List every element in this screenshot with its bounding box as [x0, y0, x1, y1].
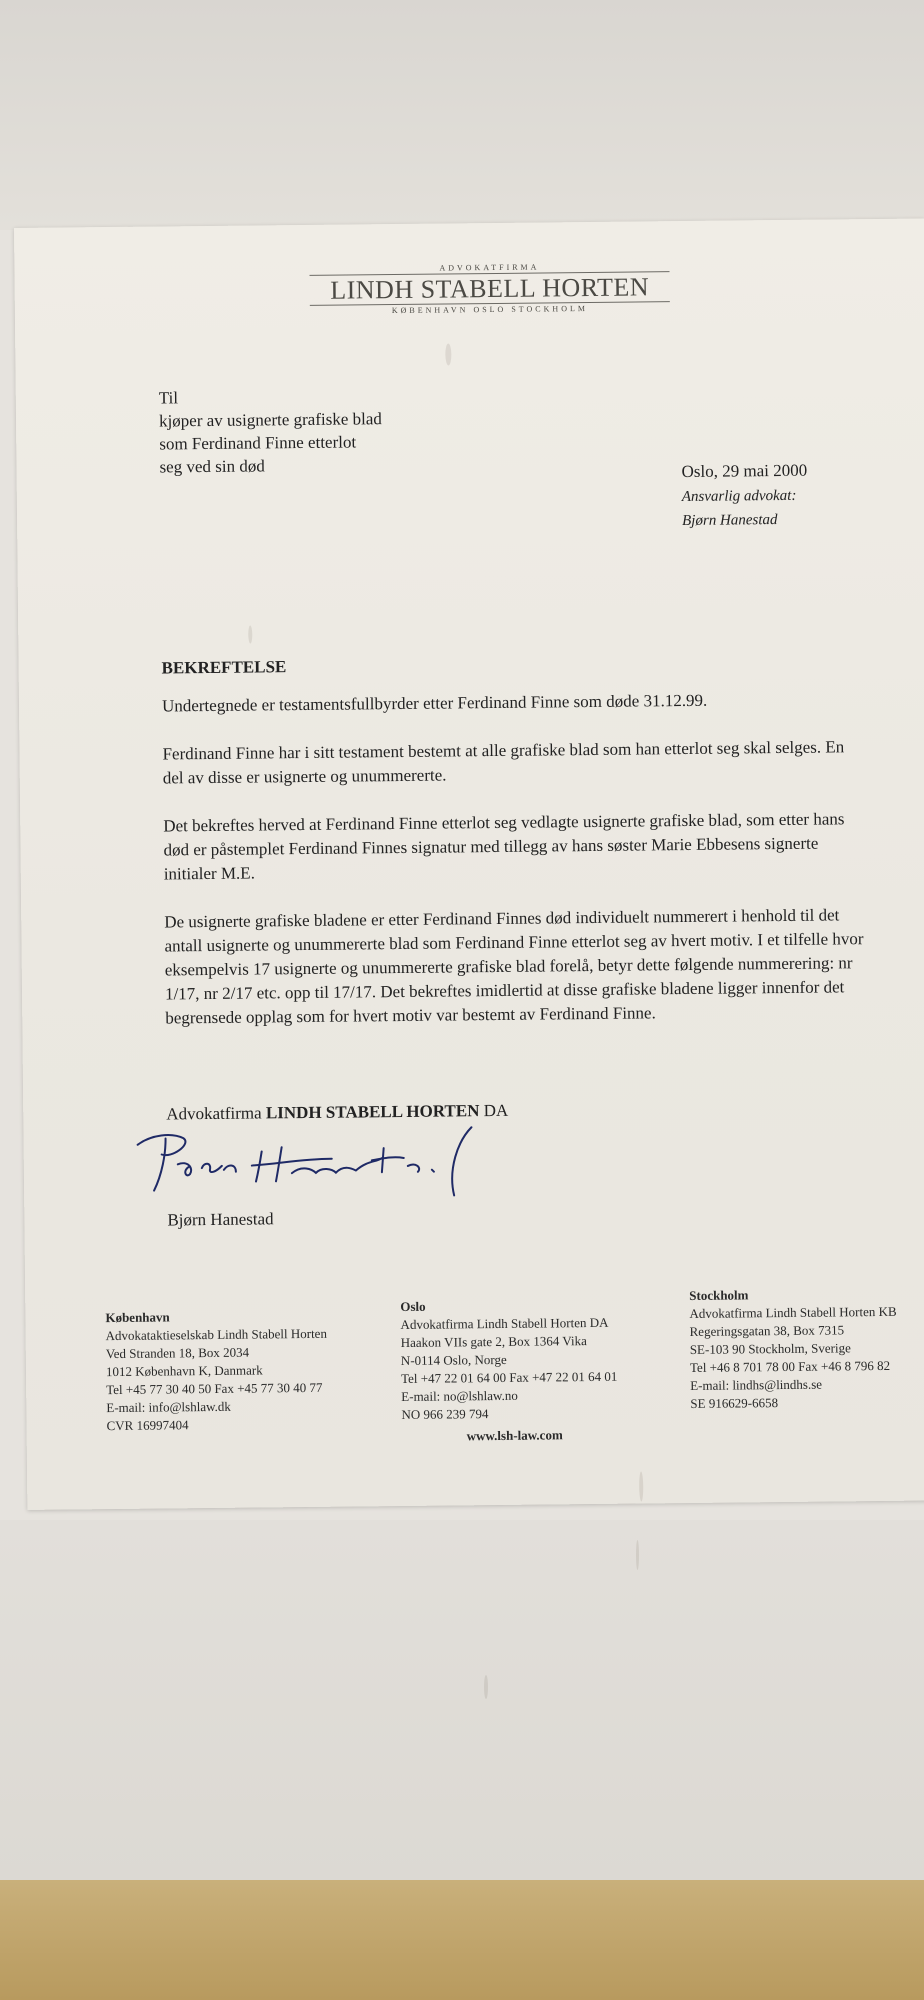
- closing-firm-name: LINDH STABELL HORTEN: [265, 1101, 480, 1123]
- footer-line: N-0114 Oslo, Norge: [400, 1351, 507, 1369]
- footer-city: Oslo: [400, 1298, 426, 1315]
- footer-line: NO 966 239 794: [401, 1406, 489, 1423]
- paper-mark: [445, 343, 451, 365]
- body-paragraph: Undertegnede er testamentsfullbyrder etter Ferdinand Finne som døde 31.12.99.: [161, 690, 708, 716]
- paper-mark: [248, 626, 252, 644]
- footer-line: SE-103 90 Stockholm, Sverige: [689, 1340, 851, 1357]
- closing-prefix: Advokatfirma: [166, 1103, 266, 1124]
- letterhead-tagline: ADVOKATFIRMA: [439, 262, 540, 273]
- footer-office-oslo: [400, 1295, 671, 1424]
- footer-line: Tel +47 22 01 64 00 Fax +47 22 01 64 01: [400, 1368, 618, 1387]
- background-top: [0, 0, 924, 230]
- body-paragraph: Ferdinand Finne har i sitt testament bestemt at alle grafiske blad som han etterlot seg skal selges. En del av disse er usignerte og unummererte.: [162, 737, 845, 788]
- responsible-name: Bjørn Hanestad: [682, 512, 778, 530]
- footer-city: Stockholm: [689, 1287, 749, 1303]
- footer-line: Tel +45 77 30 40 50 Fax +45 77 30 40 77: [106, 1379, 323, 1398]
- background-mark: [484, 1675, 488, 1699]
- body-paragraph: De usignerte grafiske bladene er etter Ferdinand Finnes død individuelt nummerert i henhold til det antall usignerte og unummererte blad som Ferdinand Finne etterlot seg av hvert motiv. I et tilfelle hvor eksempelvis 17 usignerte og unummererte grafiske blad forelå, betyr dette følgende nummerering: nr 1/17, nr 2/17 etc. opp til 17/17. Det bekreftes imidlertid at disse grafiske bladene ligger innenfor det begrensede opplag som for hvert motiv var bestemt av Ferdinand Finne.: [164, 905, 864, 1028]
- footer-line: 1012 København K, Danmark: [105, 1362, 263, 1380]
- footer-line: Regeringsgatan 38, Box 7315: [689, 1322, 845, 1339]
- footer-city: København: [105, 1309, 170, 1326]
- footer-website: www.lsh-law.com: [466, 1427, 563, 1444]
- footer-line: CVR 16997404: [106, 1417, 189, 1434]
- closing-suffix: DA: [479, 1100, 509, 1121]
- floor-strip: [0, 1880, 924, 2000]
- date-block: [681, 457, 912, 533]
- responsible-label: Ansvarlig advokat:: [681, 487, 797, 506]
- footer-line: Advokatfirma Lindh Stabell Horten KB: [689, 1303, 897, 1321]
- background-mark: [636, 1540, 639, 1570]
- letter-page: [14, 218, 924, 1509]
- background-bottom: [0, 1520, 924, 1880]
- footer-line: Ved Stranden 18, Box 2034: [105, 1344, 250, 1362]
- letter-date: Oslo, 29 mai 2000: [681, 460, 808, 482]
- footer-line: Tel +46 8 701 78 00 Fax +46 8 796 82: [689, 1357, 891, 1375]
- letterhead: [309, 261, 670, 318]
- letterhead-firm-name: LINDH STABELL HORTEN: [310, 271, 670, 306]
- handwritten-signature: [131, 1121, 492, 1205]
- signer-name: Bjørn Hanestad: [167, 1209, 274, 1230]
- footer-office-stockholm: [689, 1284, 924, 1413]
- footer-line: E-mail: no@lshlaw.no: [401, 1387, 518, 1405]
- footer-line: SE 916629-6658: [690, 1395, 779, 1411]
- footer-line: E-mail: lindhs@lindhs.se: [690, 1376, 823, 1393]
- body-paragraph: Det bekreftes herved at Ferdinand Finne etterlot seg vedlagte usignerte grafiske blad, som etter hans død er påstemplet Ferdinand Finnes signatur med tillegg av hans søster Marie Ebbesens signerte initialer M.E.: [163, 809, 845, 884]
- addressee-line: som Ferdinand Finne etterlot: [159, 432, 357, 454]
- paper-mark: [639, 1471, 643, 1501]
- footer-line: Advokatfirma Lindh Stabell Horten DA: [400, 1314, 609, 1333]
- addressee-line: Til: [158, 388, 179, 408]
- footer-line: Advokataktieselskab Lindh Stabell Horten: [105, 1325, 327, 1344]
- footer-office-copenhagen: [105, 1306, 366, 1435]
- addressee-block: [159, 382, 560, 478]
- addressee-line: kjøper av usignerte grafiske blad: [158, 409, 382, 431]
- footer-line: E-mail: info@lshlaw.dk: [106, 1398, 231, 1416]
- footer-line: Haakon VIIs gate 2, Box 1364 Vika: [400, 1333, 587, 1351]
- letter-heading: BEKREFTELSE: [161, 657, 287, 678]
- addressee-line: seg ved sin død: [159, 456, 265, 477]
- letterhead-cities: KØBENHAVN OSLO STOCKHOLM: [391, 303, 588, 316]
